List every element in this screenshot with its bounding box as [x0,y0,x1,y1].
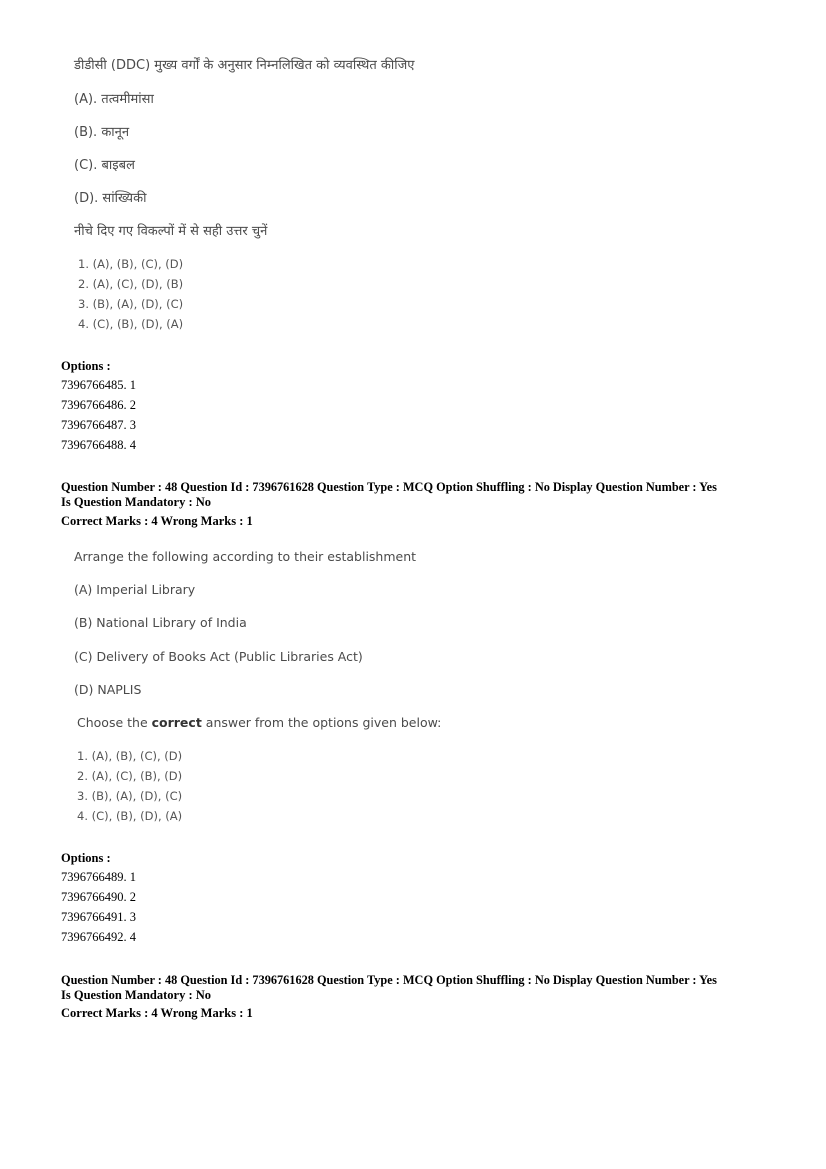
option-row: 7396766486. 2 [61,398,136,412]
question-item-c: (C) Delivery of Books Act (Public Libraries Act) [74,649,363,664]
question-item-d: (D) NAPLIS [74,682,142,697]
question-statement: Arrange the following according to their establishment [74,549,417,564]
question-image-english [0,540,826,830]
answer-choice-4: 4. (C), (B), (D), (A) [77,809,183,823]
question-instruction [77,715,441,730]
answer-choice-3: 3. (B), (A), (D), (C) [78,297,184,311]
options-label: Options : [61,851,111,865]
option-row: 7396766492. 4 [61,930,136,944]
option-row: 7396766489. 1 [61,870,136,884]
options-label: Options : [61,359,111,373]
question-marks: Correct Marks : 4 Wrong Marks : 1 [61,1006,253,1020]
answer-choice-2: 2. (A), (C), (D), (B) [78,277,184,291]
question-instruction: नीचे दिए गए विकल्पों में से सही उत्तर चुनें [74,224,268,239]
answer-choice-4: 4. (C), (B), (D), (A) [78,317,184,331]
question-header-line1: Question Number : 48 Question Id : 7396761628 Question Type : MCQ Option Shuffling : No Display Question Number : Yes [61,973,717,987]
question-marks: Correct Marks : 4 Wrong Marks : 1 [61,514,253,528]
instruction-text-pre: Choose the [77,715,152,730]
question-item-b: (B). कानून [74,125,130,140]
question-item-d: (D). सांख्यिकी [74,191,147,206]
answer-choice-2: 2. (A), (C), (B), (D) [77,769,183,783]
instruction-text-post: answer from the options given below: [201,715,442,730]
option-row: 7396766485. 1 [61,378,136,392]
option-row: 7396766490. 2 [61,890,136,904]
question-item-c: (C). बाइबल [74,158,135,173]
answer-choice-1: 1. (A), (B), (C), (D) [78,257,184,271]
question-statement: डीडीसी (DDC) मुख्य वर्गों के अनुसार निम्नलिखित को व्यवस्थित कीजिए [74,58,415,73]
instruction-text-bold: correct [151,715,202,730]
question-item-b: (B) National Library of India [74,615,247,630]
question-image-hindi [0,0,826,340]
question-header-line2: Is Question Mandatory : No [61,495,212,509]
question-item-a: (A). तत्वमीमांसा [74,92,154,107]
question-header-line1: Question Number : 48 Question Id : 7396761628 Question Type : MCQ Option Shuffling : No Display Question Number : Yes [61,480,717,494]
question-header-line2: Is Question Mandatory : No [61,988,212,1002]
answer-choice-1: 1. (A), (B), (C), (D) [77,749,183,763]
answer-choice-3: 3. (B), (A), (D), (C) [77,789,183,803]
option-row: 7396766488. 4 [61,438,136,452]
option-row: 7396766491. 3 [61,910,136,924]
option-row: 7396766487. 3 [61,418,136,432]
question-item-a: (A) Imperial Library [74,582,196,597]
